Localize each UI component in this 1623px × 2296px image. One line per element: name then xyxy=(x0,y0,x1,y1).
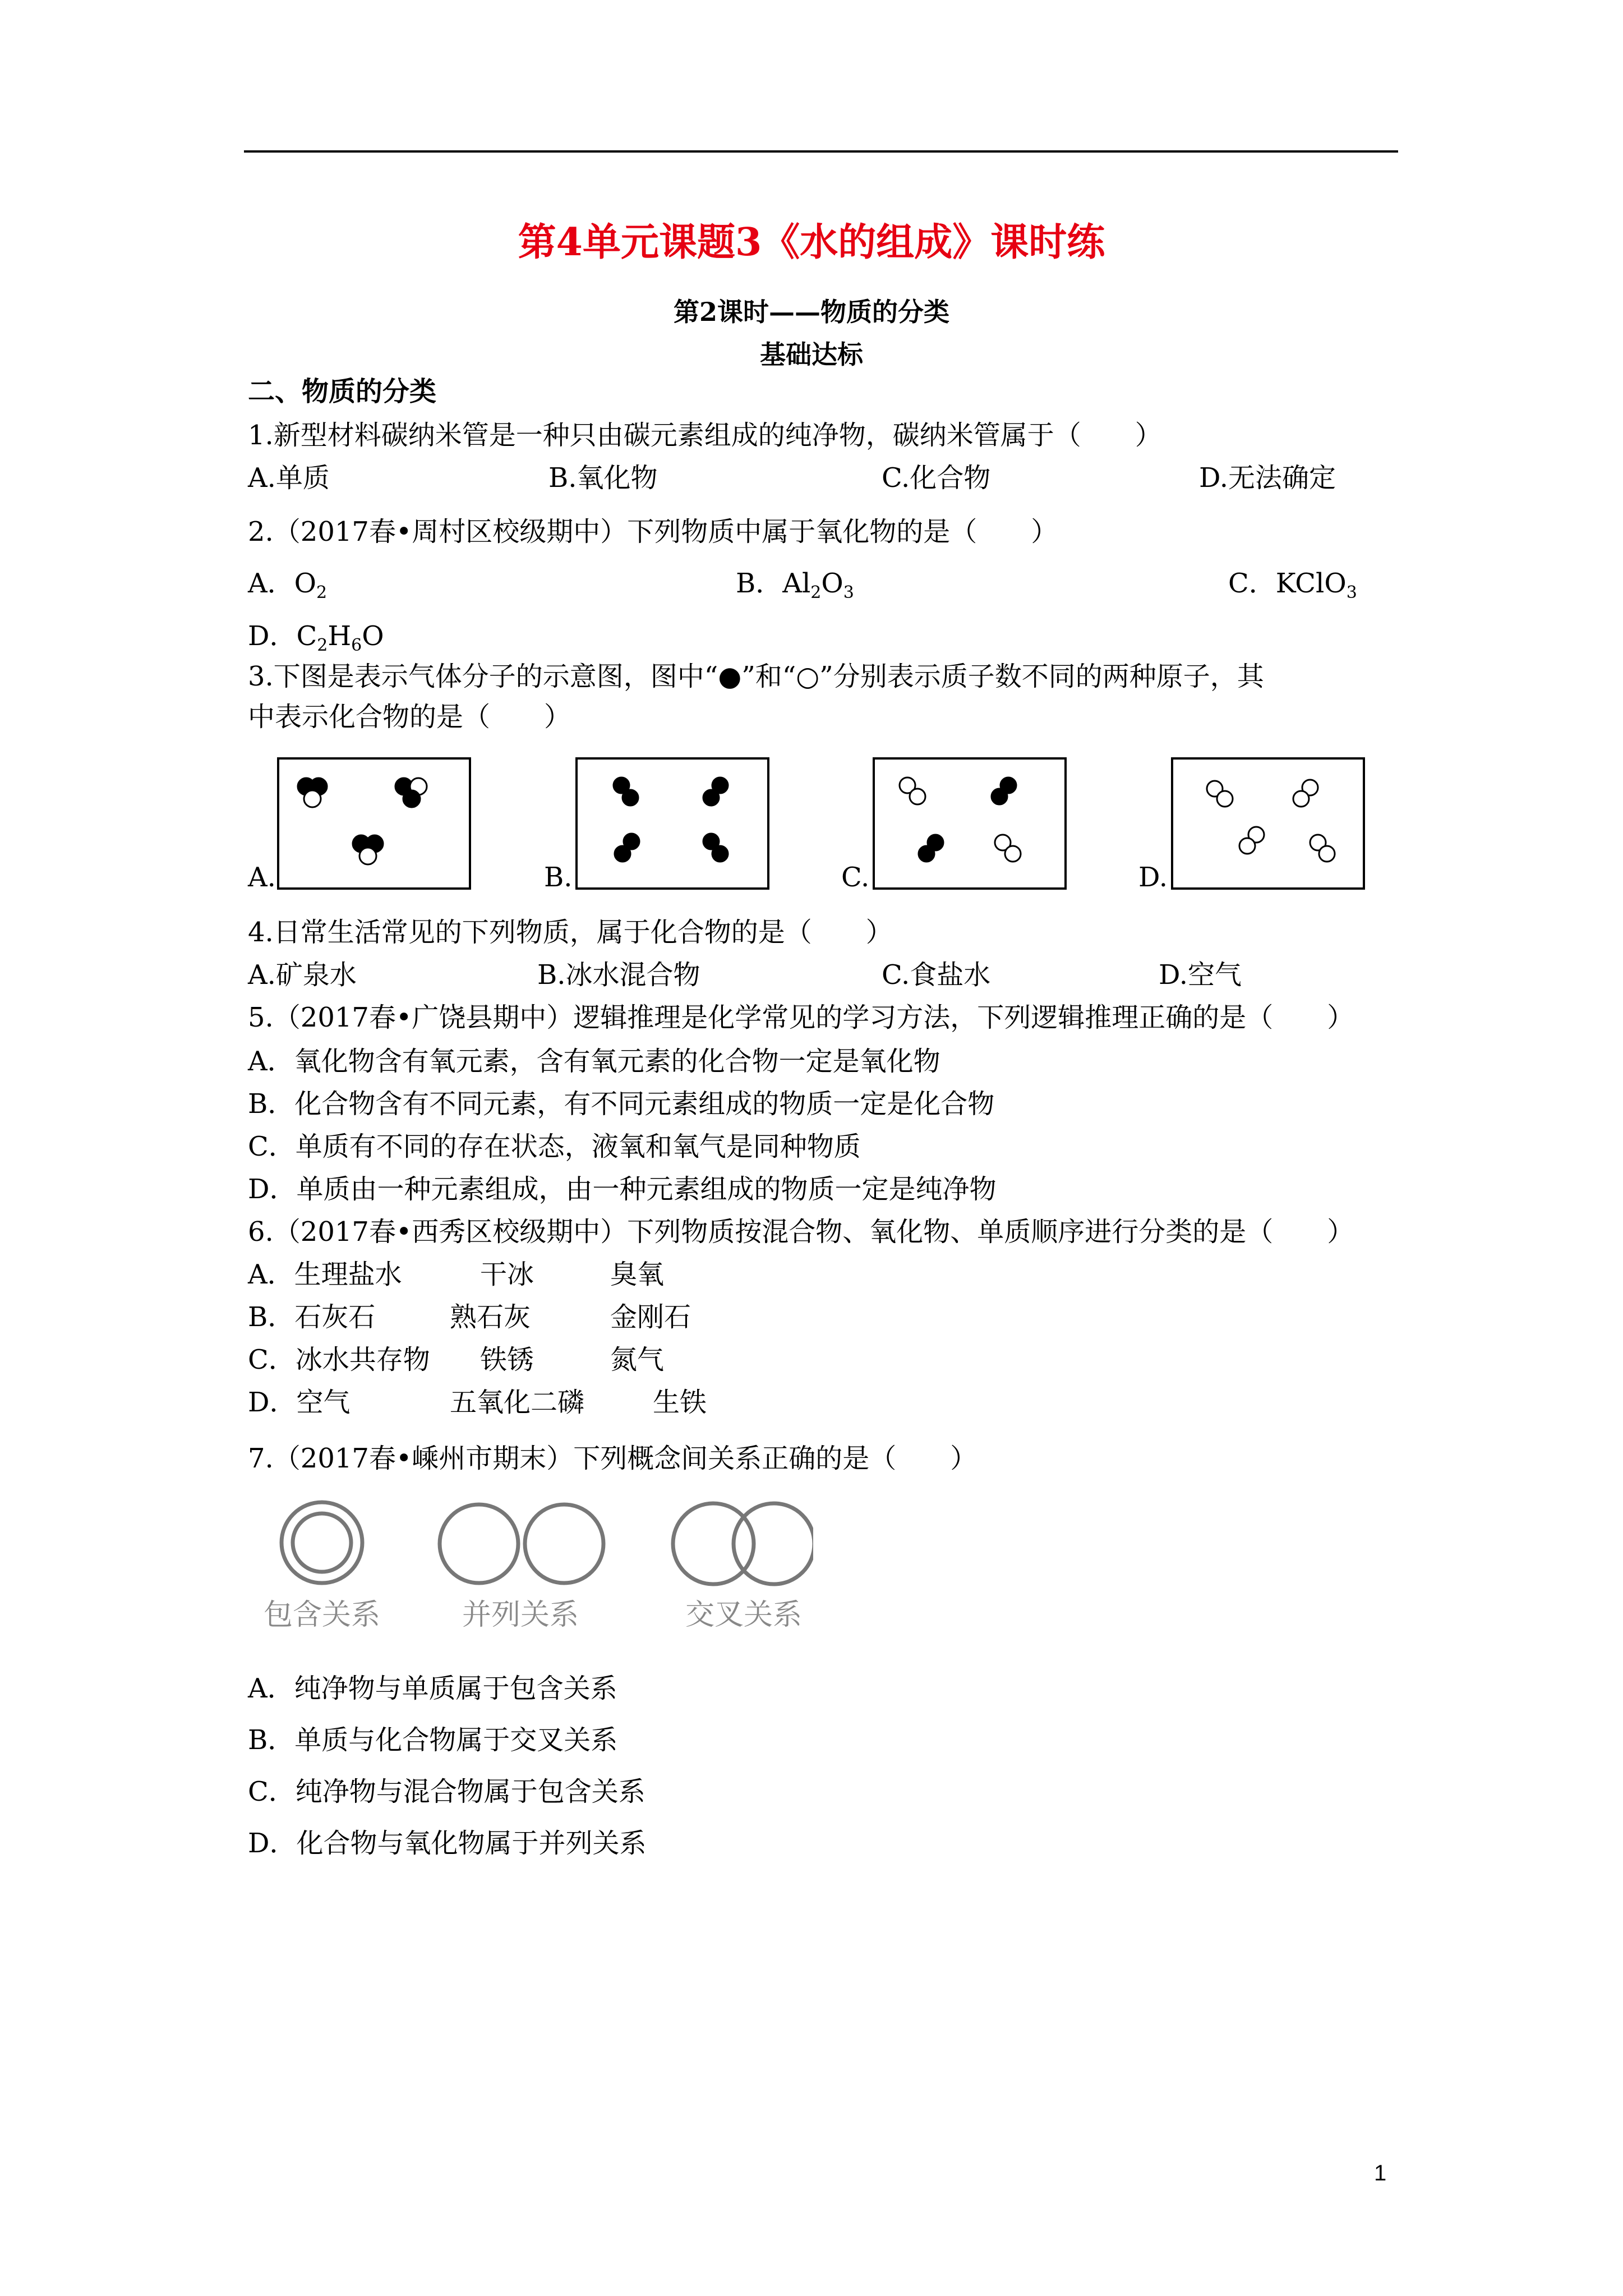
q2-option-a: A．$O_2$ xyxy=(248,568,328,602)
q4-option-d: D.空气 xyxy=(1159,959,1242,991)
q1-option-a: A.单质 xyxy=(248,462,330,494)
q6-option-d-element: 生铁 xyxy=(653,1387,707,1418)
q6-option-a-oxide: 干冰 xyxy=(480,1259,534,1290)
q2-stem: 2.（2017春•周村区校级期中）下列物质中属于氧化物的是（ ） xyxy=(248,516,1058,547)
q4-option-a: A.矿泉水 xyxy=(248,959,357,991)
q5-option-a: A．氧化物含有氧元素，含有氧元素的化合物一定是氧化物 xyxy=(248,1046,940,1077)
q5-option-b: B．化合物含有不同元素，有不同元素组成的物质一定是化合物 xyxy=(248,1088,995,1120)
q6-stem: 6.（2017春•西秀区校级期中）下列物质按混合物、氧化物、单质顺序进行分类的是（ ） xyxy=(248,1216,1354,1248)
q5-option-c: C．单质有不同的存在状态，液氧和氧气是同种物质 xyxy=(248,1131,861,1162)
q7-relationship-diagram xyxy=(252,1492,813,1644)
q5-option-d: D．单质由一种元素组成，由一种元素组成的物质一定是纯净物 xyxy=(248,1174,997,1205)
q6-option-b-mixture: B．石灰石 xyxy=(248,1301,376,1333)
page-number: 1 xyxy=(1374,2161,1387,2185)
q2-option-b: B．$Al_2O_3$ xyxy=(736,568,854,602)
q7-option-d: D．化合物与氧化物属于并列关系 xyxy=(248,1828,647,1859)
q3-diagram-c xyxy=(873,757,1067,890)
q7-option-c: C．纯净物与混合物属于包含关系 xyxy=(248,1776,645,1807)
q7-stem: 7.（2017春•嵊州市期末）下列概念间关系正确的是（ ） xyxy=(248,1443,978,1474)
q6-option-a-mixture: A．生理盐水 xyxy=(248,1259,402,1290)
q3-diagram-d xyxy=(1171,757,1365,890)
q6-option-a-element: 臭氧 xyxy=(610,1259,665,1290)
page-title: 第4单元课题3《水的组成》课时练 xyxy=(518,220,1105,265)
q3-stem-line2: 中表示化合物的是（ ） xyxy=(248,701,571,733)
q7-option-b: B．单质与化合物属于交叉关系 xyxy=(248,1724,618,1756)
q4-option-c: C.食盐水 xyxy=(882,959,991,991)
q1-option-d: D.无法确定 xyxy=(1199,462,1336,494)
q2-option-d: D．$C_2H_6O$ xyxy=(248,620,384,655)
q3-label-a: A. xyxy=(248,862,276,893)
q5-stem: 5.（2017春•广饶县期中）逻辑推理是化学常见的学习方法，下列逻辑推理正确的是（ ） xyxy=(248,1002,1354,1033)
q7-option-a: A．纯净物与单质属于包含关系 xyxy=(248,1673,617,1704)
q6-option-d-mixture: D．空气 xyxy=(248,1387,351,1418)
level-subtitle: 基础达标 xyxy=(760,339,863,370)
section-heading: 二、物质的分类 xyxy=(248,376,437,407)
q3-label-d: D. xyxy=(1138,862,1168,893)
q3-label-b: B. xyxy=(544,862,573,893)
q7-label-containment: 包含关系 xyxy=(263,1598,381,1632)
q6-option-d-oxide: 五氧化二磷 xyxy=(450,1387,585,1418)
q1-option-b: B.氧化物 xyxy=(548,462,658,494)
q6-option-b-oxide: 熟石灰 xyxy=(450,1301,531,1333)
lesson-subtitle: 第2课时——物质的分类 xyxy=(673,297,949,327)
q6-option-b-element: 金刚石 xyxy=(610,1301,691,1333)
q6-option-c-mixture: C．冰水共存物 xyxy=(248,1344,430,1375)
q3-label-c: C. xyxy=(841,862,870,893)
q6-option-c-oxide: 铁锈 xyxy=(480,1344,534,1375)
q1-option-c: C.化合物 xyxy=(882,462,991,494)
q3-diagram-b xyxy=(575,757,769,890)
q7-label-intersection: 交叉关系 xyxy=(685,1598,803,1632)
header-rule xyxy=(244,150,1398,153)
q1-stem: 1.新型材料碳纳米管是一种只由碳元素组成的纯净物，碳纳米管属于（ ） xyxy=(248,420,1162,451)
q3-stem-line1: 3.下图是表示气体分子的示意图，图中“●”和“○”分别表示质子数不同的两种原子，其 xyxy=(248,661,1264,692)
q3-diagram-a xyxy=(277,757,471,890)
q6-option-c-element: 氮气 xyxy=(610,1344,665,1375)
q4-stem: 4.日常生活常见的下列物质，属于化合物的是（ ） xyxy=(248,917,893,948)
q4-option-b: B.冰水混合物 xyxy=(537,959,700,991)
q2-option-c: C．KClO$_3$ xyxy=(1228,568,1357,602)
q7-label-parallel: 并列关系 xyxy=(462,1598,579,1632)
